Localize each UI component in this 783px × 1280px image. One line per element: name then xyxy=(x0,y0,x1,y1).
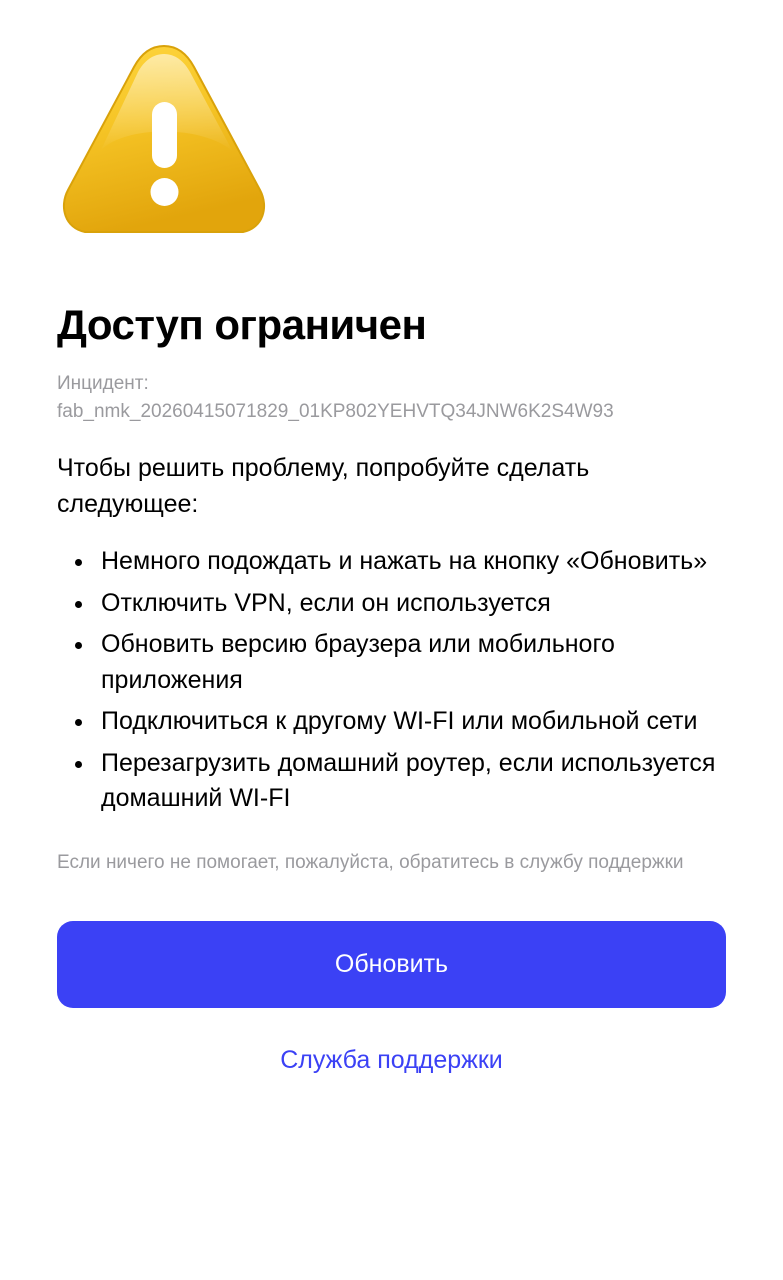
list-item: Перезагрузить домашний роутер, если используется домашний WI-FI xyxy=(101,746,726,817)
instructions-lead: Чтобы решить проблему, попробуйте сделать следующее: xyxy=(57,454,590,518)
incident-info xyxy=(57,370,726,425)
troubleshooting-list xyxy=(57,544,726,823)
warning-triangle-icon xyxy=(57,40,272,240)
warning-icon-container xyxy=(57,40,726,240)
list-item: Отключить VPN, если он используется xyxy=(101,586,726,622)
list-item: Обновить версию браузера или мобильного приложения xyxy=(101,627,726,698)
support-link[interactable]: Служба поддержки xyxy=(280,1046,503,1075)
support-note: Если ничего не помогает, пожалуйста, обратитесь в службу поддержки xyxy=(57,851,684,873)
list-item: Подключиться к другому WI-FI или мобильной сети xyxy=(101,704,726,740)
list-item: Немного подождать и нажать на кнопку «Обновить» xyxy=(101,544,726,580)
incident-id: fab_nmk_20260415071829_01KP802YEHVTQ34JNW6K2S4W93 xyxy=(57,400,614,422)
refresh-button[interactable]: Обновить xyxy=(57,921,726,1008)
page-title: Доступ ограничен xyxy=(57,301,427,348)
incident-label: Инцидент: xyxy=(57,373,149,395)
